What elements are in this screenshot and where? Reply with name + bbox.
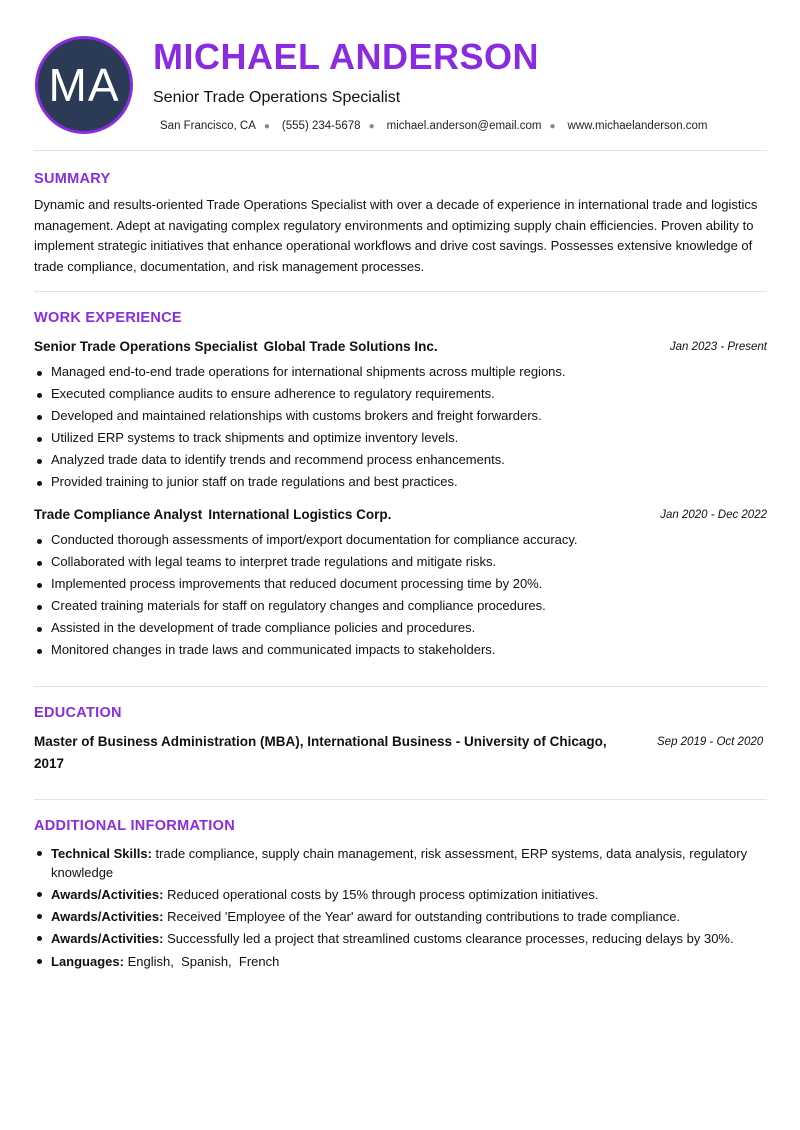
list-item: Developed and maintained relationships with customs brokers and freight forwarders. (34, 408, 764, 430)
avatar-initials: MA (48, 59, 120, 111)
list-item: Conducted thorough assessments of import/export documentation for compliance accuracy. (34, 532, 764, 554)
candidate-title: Senior Trade Operations Specialist (153, 89, 401, 106)
summary-heading: SUMMARY (34, 171, 111, 187)
item-text: Received 'Employee of the Year' award for outstanding contributions to trade compliance. (167, 909, 681, 924)
list-item (34, 844, 764, 882)
separator-dot-icon: ● (263, 120, 270, 132)
divider (34, 686, 767, 687)
item-label: Languages: (51, 954, 124, 969)
job-header (34, 507, 391, 522)
job-dates: Jan 2020 - Dec 2022 (660, 509, 767, 521)
education-dates: Sep 2019 - Oct 2020 (657, 736, 764, 748)
avatar (35, 36, 133, 134)
list-item (34, 929, 764, 948)
job-role: Trade Compliance Analyst (34, 507, 203, 522)
list-item: Monitored changes in trade laws and communicated impacts to stakeholders. (34, 642, 764, 664)
candidate-name: MICHAEL ANDERSON (153, 36, 540, 77)
summary-text: Dynamic and results-oriented Trade Operations Specialist with over a decade of experience in international trade and logistics management. Adept at navigating complex regulatory environments and optimizing supply chain efficiencies. Proven ability to implement strategic initiatives that enhance operational workflows and drive cost savings. Possesses extensive knowledge of trade compliance, documentation, and risk management processes. (34, 197, 758, 274)
contact-website[interactable]: www.michaelanderson.com (567, 120, 708, 132)
list-item (34, 952, 764, 971)
contact-email[interactable]: michael.anderson@email.com (386, 120, 542, 132)
list-item: Created training materials for staff on regulatory changes and compliance procedures. (34, 598, 764, 620)
job-header (34, 339, 438, 354)
job-bullets (34, 364, 764, 496)
list-item: Utilized ERP systems to track shipments and optimize inventory levels. (34, 430, 764, 452)
item-label: Awards/Activities: (51, 909, 164, 924)
item-text: English, Spanish, French (127, 954, 280, 969)
item-text: trade compliance, supply chain management, risk assessment, ERP systems, data analysis, regulatory knowledge (51, 846, 748, 880)
additional-list (34, 844, 764, 974)
job-bullets (34, 532, 764, 664)
item-label: Awards/Activities: (51, 931, 164, 946)
separator-dot-icon: ● (549, 120, 556, 132)
contact-phone[interactable]: (555) 234-5678 (281, 120, 361, 132)
contact-location: San Francisco, CA (160, 120, 256, 132)
experience-heading: WORK EXPERIENCE (34, 310, 182, 326)
education-heading: EDUCATION (34, 705, 122, 721)
job-role: Senior Trade Operations Specialist (34, 339, 258, 354)
item-label: Technical Skills: (51, 846, 152, 861)
divider (34, 291, 767, 292)
list-item: Executed compliance audits to ensure adherence to regulatory requirements. (34, 386, 764, 408)
list-item: Implemented process improvements that reduced document processing time by 20%. (34, 576, 764, 598)
divider (34, 150, 767, 151)
item-text: Successfully led a project that streamlined customs clearance processes, reducing delays by 30%. (167, 931, 734, 946)
list-item: Analyzed trade data to identify trends and recommend process enhancements. (34, 452, 764, 474)
separator-dot-icon: ● (368, 120, 375, 132)
job-company: International Logistics Corp. (208, 507, 392, 522)
list-item (34, 885, 764, 904)
divider (34, 799, 767, 800)
job-dates: Jan 2023 - Present (669, 341, 767, 353)
job-company: Global Trade Solutions Inc. (263, 339, 438, 354)
education-degree: Master of Business Administration (MBA), International Business - University of Chicago, 2017 (34, 734, 607, 771)
list-item: Managed end-to-end trade operations for international shipments across multiple regions. (34, 364, 764, 386)
item-text: Reduced operational costs by 15% through process optimization initiatives. (167, 887, 599, 902)
contact-bar (160, 120, 708, 132)
list-item: Assisted in the development of trade compliance policies and procedures. (34, 620, 764, 642)
additional-heading: ADDITIONAL INFORMATION (34, 818, 235, 834)
list-item: Collaborated with legal teams to interpret trade regulations and mitigate risks. (34, 554, 764, 576)
list-item: Provided training to junior staff on trade regulations and best practices. (34, 474, 764, 496)
list-item (34, 907, 764, 926)
item-label: Awards/Activities: (51, 887, 164, 902)
